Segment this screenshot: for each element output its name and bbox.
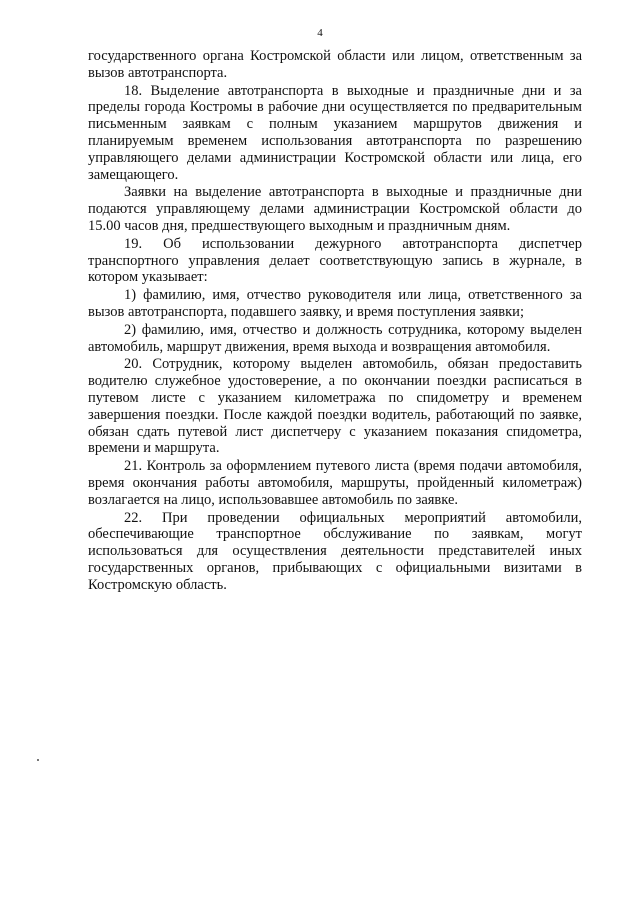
document-body	[88, 48, 582, 594]
paragraph-subitem-1: 1) фамилию, имя, отчество руководителя или лица, ответственного за вызов автотранспорта, подавшего заявку, и время поступления заявки;	[88, 287, 582, 320]
paragraph-item-19: 19. Об использовании дежурного автотранспорта диспетчер транспортного управления делает соответствующую запись в журнале, в котором указывает:	[88, 235, 582, 286]
paragraph-item-20: 20. Сотрудник, которому выделен автомобиль, обязан предоставить водителю служебное удостоверение, а по окончании поездки расписаться в путевом листе с указанием километража по спидометру и временем завершения поездки. После каждой поездки водитель, работающий по заявке, обязан сдать путевой лист диспетчеру с указанием показания спидометра, времени и маршрута.	[88, 356, 582, 457]
paragraph-item-22: 22. При проведении официальных мероприятий автомобили, обеспечивающие транспортное обслуживание по заявкам, могут использоваться для осуществления деятельности представителей иных государственных органов, прибывающих с официальными визитами в Костромскую область.	[88, 509, 582, 593]
paragraph-subitem-2: 2) фамилию, имя, отчество и должность сотрудника, которому выделен автомобиль, маршрут движения, время выхода и возвращения автомобиля.	[88, 321, 582, 355]
page-number: 4	[317, 27, 323, 39]
paragraph-requests-deadline: Заявки на выделение автотранспорта в выходные и праздничные дни подаются управляющему делами администрации Костромской области до 15.00 часов дня, предшествующего выходным и праздничным дням.	[88, 184, 582, 234]
scan-speck	[37, 759, 39, 761]
paragraph-item-18: 18. Выделение автотранспорта в выходные и праздничные дни и за пределы города Костромы в рабочие дни осуществляется по предварительным письменным заявкам с полным указанием маршрутов движения и планируемым временем использования автотранспорта по разрешению управляющего делами администрации Костромской области или лица, его замещающего.	[88, 82, 582, 183]
paragraph-item-21: 21. Контроль за оформлением путевого листа (время подачи автомобиля, время окончания работы автомобиля, маршруты, пройденный километраж) возлагается на лицо, использовавшее автомобиль по заявке.	[88, 458, 582, 508]
paragraph-continuation: государственного органа Костромской области или лицом, ответственным за вызов автотранспорта.	[88, 48, 582, 81]
